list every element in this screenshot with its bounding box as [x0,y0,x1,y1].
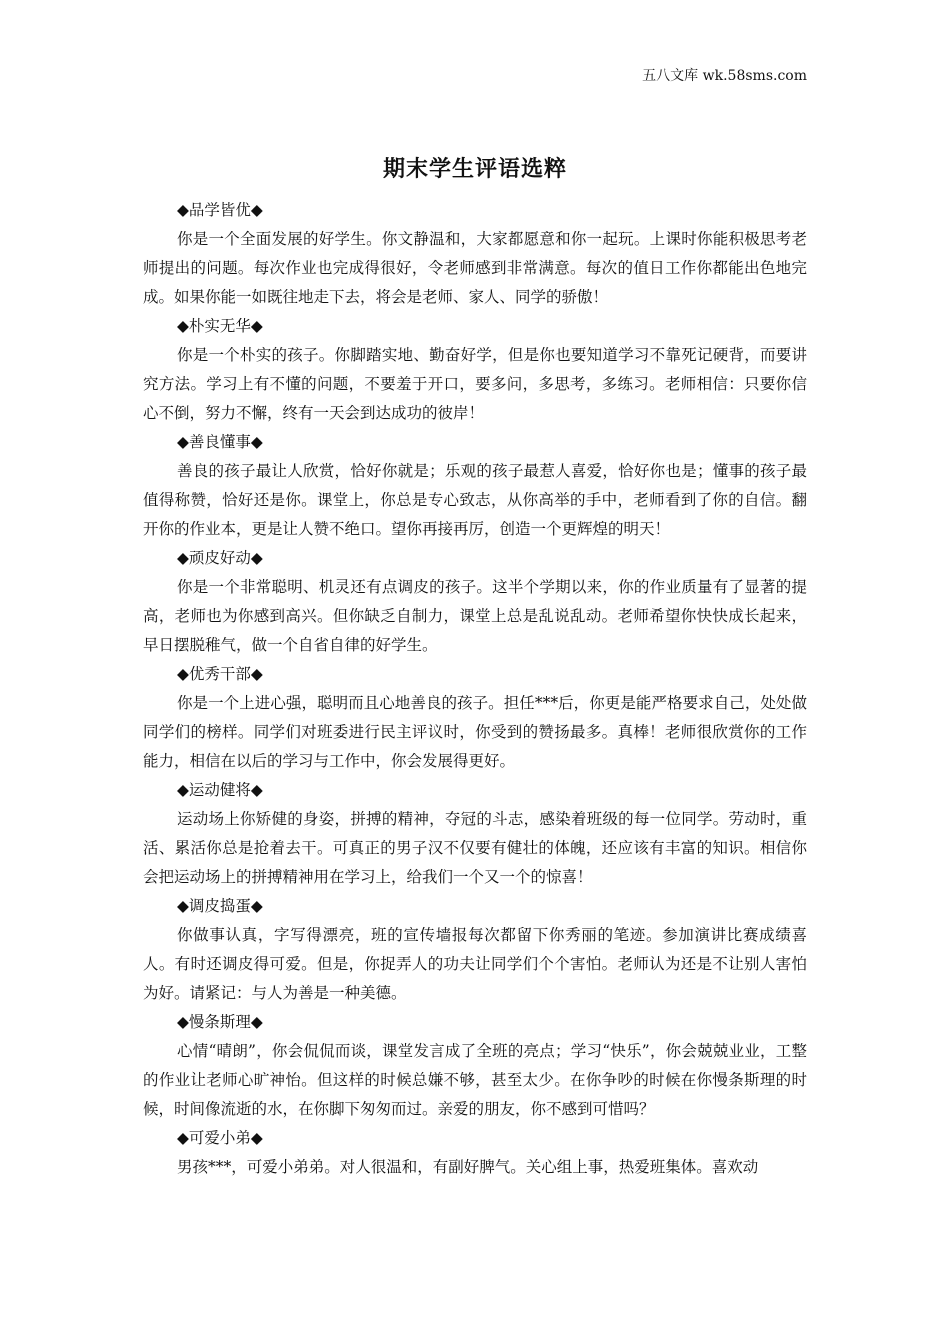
section-heading: ◆优秀干部◆ [177,665,263,683]
section-heading: ◆善良懂事◆ [177,433,263,451]
section-paragraph: 善良的孩子最让人欣赏，恰好你就是；乐观的孩子最惹人喜爱，恰好你也是；懂事的孩子最值得称赞，恰好还是你。课堂上，你总是专心致志，从你高举的手中，老师看到了你的自信。翻开你的作业本，更是让人赞不绝口。望你再接再厉，创造一个更辉煌的明天！ [143,462,807,538]
section-paragraph: 你做事认真，字写得漂亮，班的宣传墙报每次都留下你秀丽的笔迹。参加演讲比赛成绩喜人。有时还调皮得可爱。但是，你捉弄人的功夫让同学们个个害怕。老师认为还是不让别人害怕为好。请紧记：与人为善是一种美德。 [143,926,807,1002]
section-paragraph: 你是一个全面发展的好学生。你文静温和，大家都愿意和你一起玩。上课时你能积极思考老师提出的问题。每次作业也完成得很好，令老师感到非常满意。每次的值日工作你都能出色地完成。如果你能一如既往地走下去，将会是老师、家人、同学的骄傲！ [143,230,807,306]
section-paragraph: 你是一个朴实的孩子。你脚踏实地、勤奋好学，但是你也要知道学习不靠死记硬背，而要讲究方法。学习上有不懂的问题，不要羞于开口，要多问，多思考，多练习。老师相信：只要你信心不倒，努力不懈，终有一天会到达成功的彼岸！ [143,346,807,422]
section-heading: ◆运动健将◆ [177,781,263,799]
section-paragraph: 你是一个非常聪明、机灵还有点调皮的孩子。这半个学期以来，你的作业质量有了显著的提高，老师也为你感到高兴。但你缺乏自制力，课堂上总是乱说乱动。老师希望你快快成长起来，早日摆脱稚气，做一个自省自律的好学生。 [143,578,807,654]
page-title: 期末学生评语选粹 [382,156,567,182]
comments-body [143,196,807,1182]
section-heading: ◆可爱小弟◆ [177,1129,263,1147]
section-paragraph: 你是一个上进心强，聪明而且心地善良的孩子。担任***后，你更是能严格要求自己，处处做同学们的榜样。同学们对班委进行民主评议时，你受到的赞扬最多。真棒！老师很欣赏你的工作能力，相信在以后的学习与工作中，你会发展得更好。 [143,694,807,770]
section-heading: ◆朴实无华◆ [177,317,263,335]
section-heading: ◆品学皆优◆ [177,201,263,219]
section-paragraph: 男孩***，可爱小弟弟。对人很温和，有副好脾气。关心组上事，热爱班集体。喜欢动 [177,1158,759,1176]
section-heading: ◆慢条斯理◆ [177,1013,263,1031]
section-heading: ◆顽皮好动◆ [177,549,263,567]
section-paragraph: 心情“晴朗”，你会侃侃而谈，课堂发言成了全班的亮点；学习“快乐”，你会兢兢业业，工整的作业让老师心旷神怡。但这样的时候总嫌不够，甚至太少。在你争吵的时候在你慢条斯理的时候，时间像流逝的水，在你脚下匆匆而过。亲爱的朋友，你不感到可惜吗？ [143,1042,807,1118]
source-header: 五八文库 wk.58sms.com [642,68,807,84]
section-paragraph: 运动场上你矫健的身姿，拼搏的精神，夺冠的斗志，感染着班级的每一位同学。劳动时，重活、累活你总是抢着去干。可真正的男子汉不仅要有健壮的体魄，还应该有丰富的知识。相信你会把运动场上的拼搏精神用在学习上，给我们一个又一个的惊喜！ [143,810,807,886]
section-heading: ◆调皮捣蛋◆ [177,897,263,915]
